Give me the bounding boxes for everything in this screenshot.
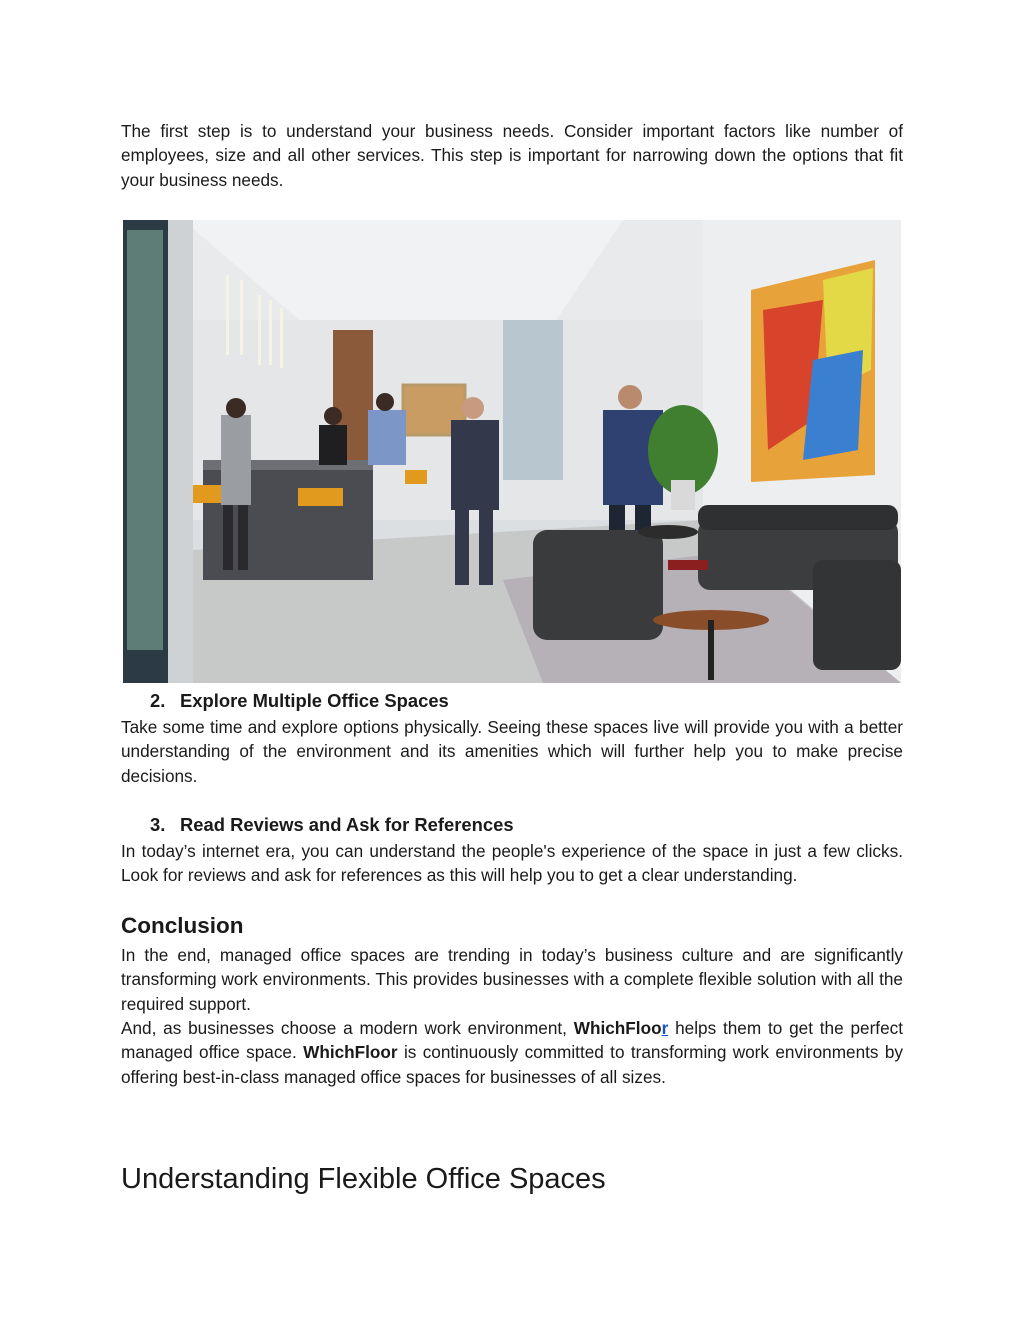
section-3-heading (150, 814, 514, 836)
section-2-number: 2. (150, 690, 166, 711)
section-3-body: In today’s internet era, you can understand the people's experience of the space in just a few clicks. Look for reviews and ask for references as this will help you to get a clear understanding. (121, 841, 903, 886)
intro-paragraph: The first step is to understand your business needs. Consider important factors like number of employees, size and all other services. This step is important for narrowing down the options that fit your business needs. (121, 121, 903, 190)
brand-name-2: WhichFloor (303, 1042, 398, 1063)
brand-name-link-text (574, 1018, 669, 1038)
conclusion-text-suffix: is continuously committed to transforming work environments by offering best-in-class managed office spaces for businesses of all sizes. (121, 1042, 903, 1087)
conclusion-text-middle: helps them to get the perfect managed office space. (121, 1018, 904, 1063)
next-section-heading: Understanding Flexible Office Spaces (121, 1163, 606, 1195)
office-lobby-photo (123, 220, 901, 683)
conclusion-text-prefix: And, as businesses choose a modern work environment, (121, 1018, 567, 1038)
section-2-heading (150, 690, 449, 712)
brand-link[interactable]: r (661, 1018, 669, 1038)
brand-name-main: WhichFloo (573, 1018, 662, 1038)
section-2-body: Take some time and explore options physically. Seeing these spaces live will provide you with a better understanding of the environment and its amenities which will further help you to make precise decisions. (121, 717, 903, 786)
conclusion-paragraph-2 (121, 1016, 903, 1089)
section-2-title: Explore Multiple Office Spaces (180, 690, 449, 711)
conclusion-paragraph-1: In the end, managed office spaces are trending in today’s business culture and are significantly transforming work environments. This provides businesses with a complete flexible solution with all the required support. (121, 945, 903, 1014)
conclusion-heading: Conclusion (121, 913, 244, 938)
section-3-number: 3. (150, 814, 166, 835)
section-3-title: Read Reviews and Ask for References (180, 814, 514, 835)
